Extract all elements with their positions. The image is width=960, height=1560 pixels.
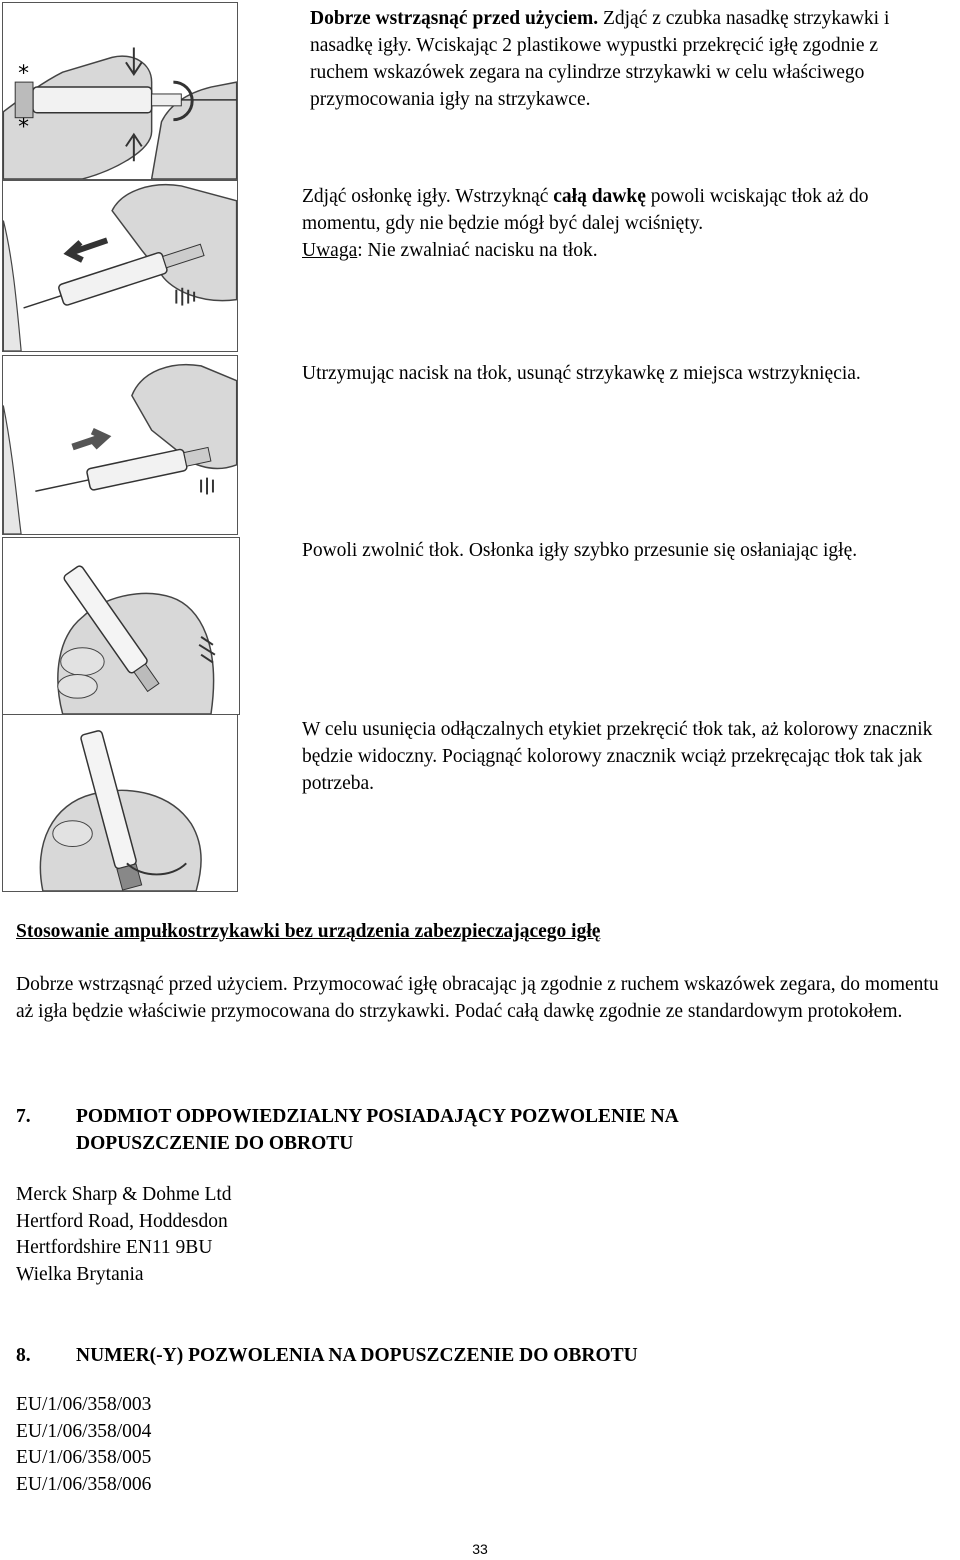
step-2-note-label: Uwaga <box>302 240 358 261</box>
ampoule-section-heading <box>16 918 946 945</box>
section-8-heading <box>16 1342 946 1369</box>
step-1-body: Zdjąć z czubka nasadkę strzykawki i nasadkę igły. Wciskając 2 plastikowe wypustki przekręcić igłę zgodnie z ruchem wskazówek zegara na cylindrze strzykawki w celu właściwego przymocowania igły na strzykawce. <box>310 8 890 110</box>
step-4-text <box>302 537 947 564</box>
step-2-note-text: : Nie zwalniać nacisku na tłok. <box>357 240 598 261</box>
ampoule-section-text <box>16 971 946 1025</box>
step-2-part2: powoli wciskając tłok aż do momentu, gdy nie będzie mógł być dalej wciśnięty. <box>302 186 869 234</box>
step-4-body: Powoli zwolnić tłok. Osłonka igły szybko przesunie się osłaniając igłę. <box>302 540 858 561</box>
ampoule-body: Dobrze wstrząsnąć przed użyciem. Przymocować igłę obracając ją zgodnie z ruchem wskazówek zegara, do momentu aż igła będzie właściwie przymocowana do strzykawki. Podać całą dawkę zgodnie ze standardowym protokołem. <box>16 974 939 1022</box>
section-7-title-line2: DOPUSZCZENIE DO OBROTU <box>76 1133 354 1154</box>
step-5-text <box>302 716 947 797</box>
section-7-number: 7. <box>16 1106 31 1127</box>
address-line: Wielka Brytania <box>16 1263 144 1285</box>
release-plunger-illustration <box>2 537 240 715</box>
attach-needle-illustration <box>2 2 238 180</box>
step-2-bold: całą dawkę <box>553 186 646 207</box>
authorisation-number: EU/1/06/358/004 <box>16 1420 152 1442</box>
svg-text:*: * <box>18 114 30 140</box>
remove-labels-drawing <box>3 715 237 891</box>
step-1-text <box>310 5 940 113</box>
marketing-holder-address <box>16 1182 232 1288</box>
address-line: Merck Sharp & Dohme Ltd <box>16 1184 232 1205</box>
step-3-text <box>302 360 947 387</box>
inject-drawing <box>3 181 237 351</box>
svg-text:*: * <box>18 61 30 87</box>
section-7-heading <box>16 1103 946 1157</box>
step-3-body: Utrzymując nacisk na tłok, usunąć strzykawkę z miejsca wstrzyknięcia. <box>302 363 861 384</box>
authorisation-numbers <box>16 1392 151 1498</box>
remove-labels-illustration <box>2 714 238 892</box>
attach-needle-drawing <box>3 3 237 179</box>
step-1-bold-lead: Dobrze wstrząsnąć przed użyciem. <box>310 8 599 29</box>
page-number: 33 <box>472 1541 488 1557</box>
inject-illustration <box>2 180 238 352</box>
ampoule-heading-text: Stosowanie ampułkostrzykawki bez urządzenia zabezpieczającego igłę <box>16 921 601 942</box>
release-plunger-drawing <box>3 538 239 714</box>
section-7-title-line1: PODMIOT ODPOWIEDZIALNY POSIADAJĄCY POZWOLENIE NA <box>76 1106 679 1127</box>
step-2-part1: Zdjąć osłonkę igły. Wstrzyknąć <box>302 186 554 207</box>
step-5-body: W celu usunięcia odłączalnych etykiet przekręcić tłok tak, aż kolorowy znacznik będzie widoczny. Pociągnąć kolorowy znacznik wciąż przekręcając tłok tak jak potrzeba. <box>302 719 933 794</box>
address-line: Hertfordshire EN11 9BU <box>16 1237 213 1258</box>
authorisation-number: EU/1/06/358/003 <box>16 1394 152 1415</box>
address-line: Hertford Road, Hoddesdon <box>16 1210 228 1232</box>
step-2-text <box>302 183 947 264</box>
section-8-title: NUMER(-Y) POZWOLENIA NA DOPUSZCZENIE DO OBROTU <box>76 1345 638 1366</box>
authorisation-number: EU/1/06/358/005 <box>16 1447 152 1468</box>
authorisation-number: EU/1/06/358/006 <box>16 1473 152 1495</box>
withdraw-drawing <box>3 356 237 534</box>
withdraw-illustration <box>2 355 238 535</box>
section-8-number: 8. <box>16 1345 31 1366</box>
